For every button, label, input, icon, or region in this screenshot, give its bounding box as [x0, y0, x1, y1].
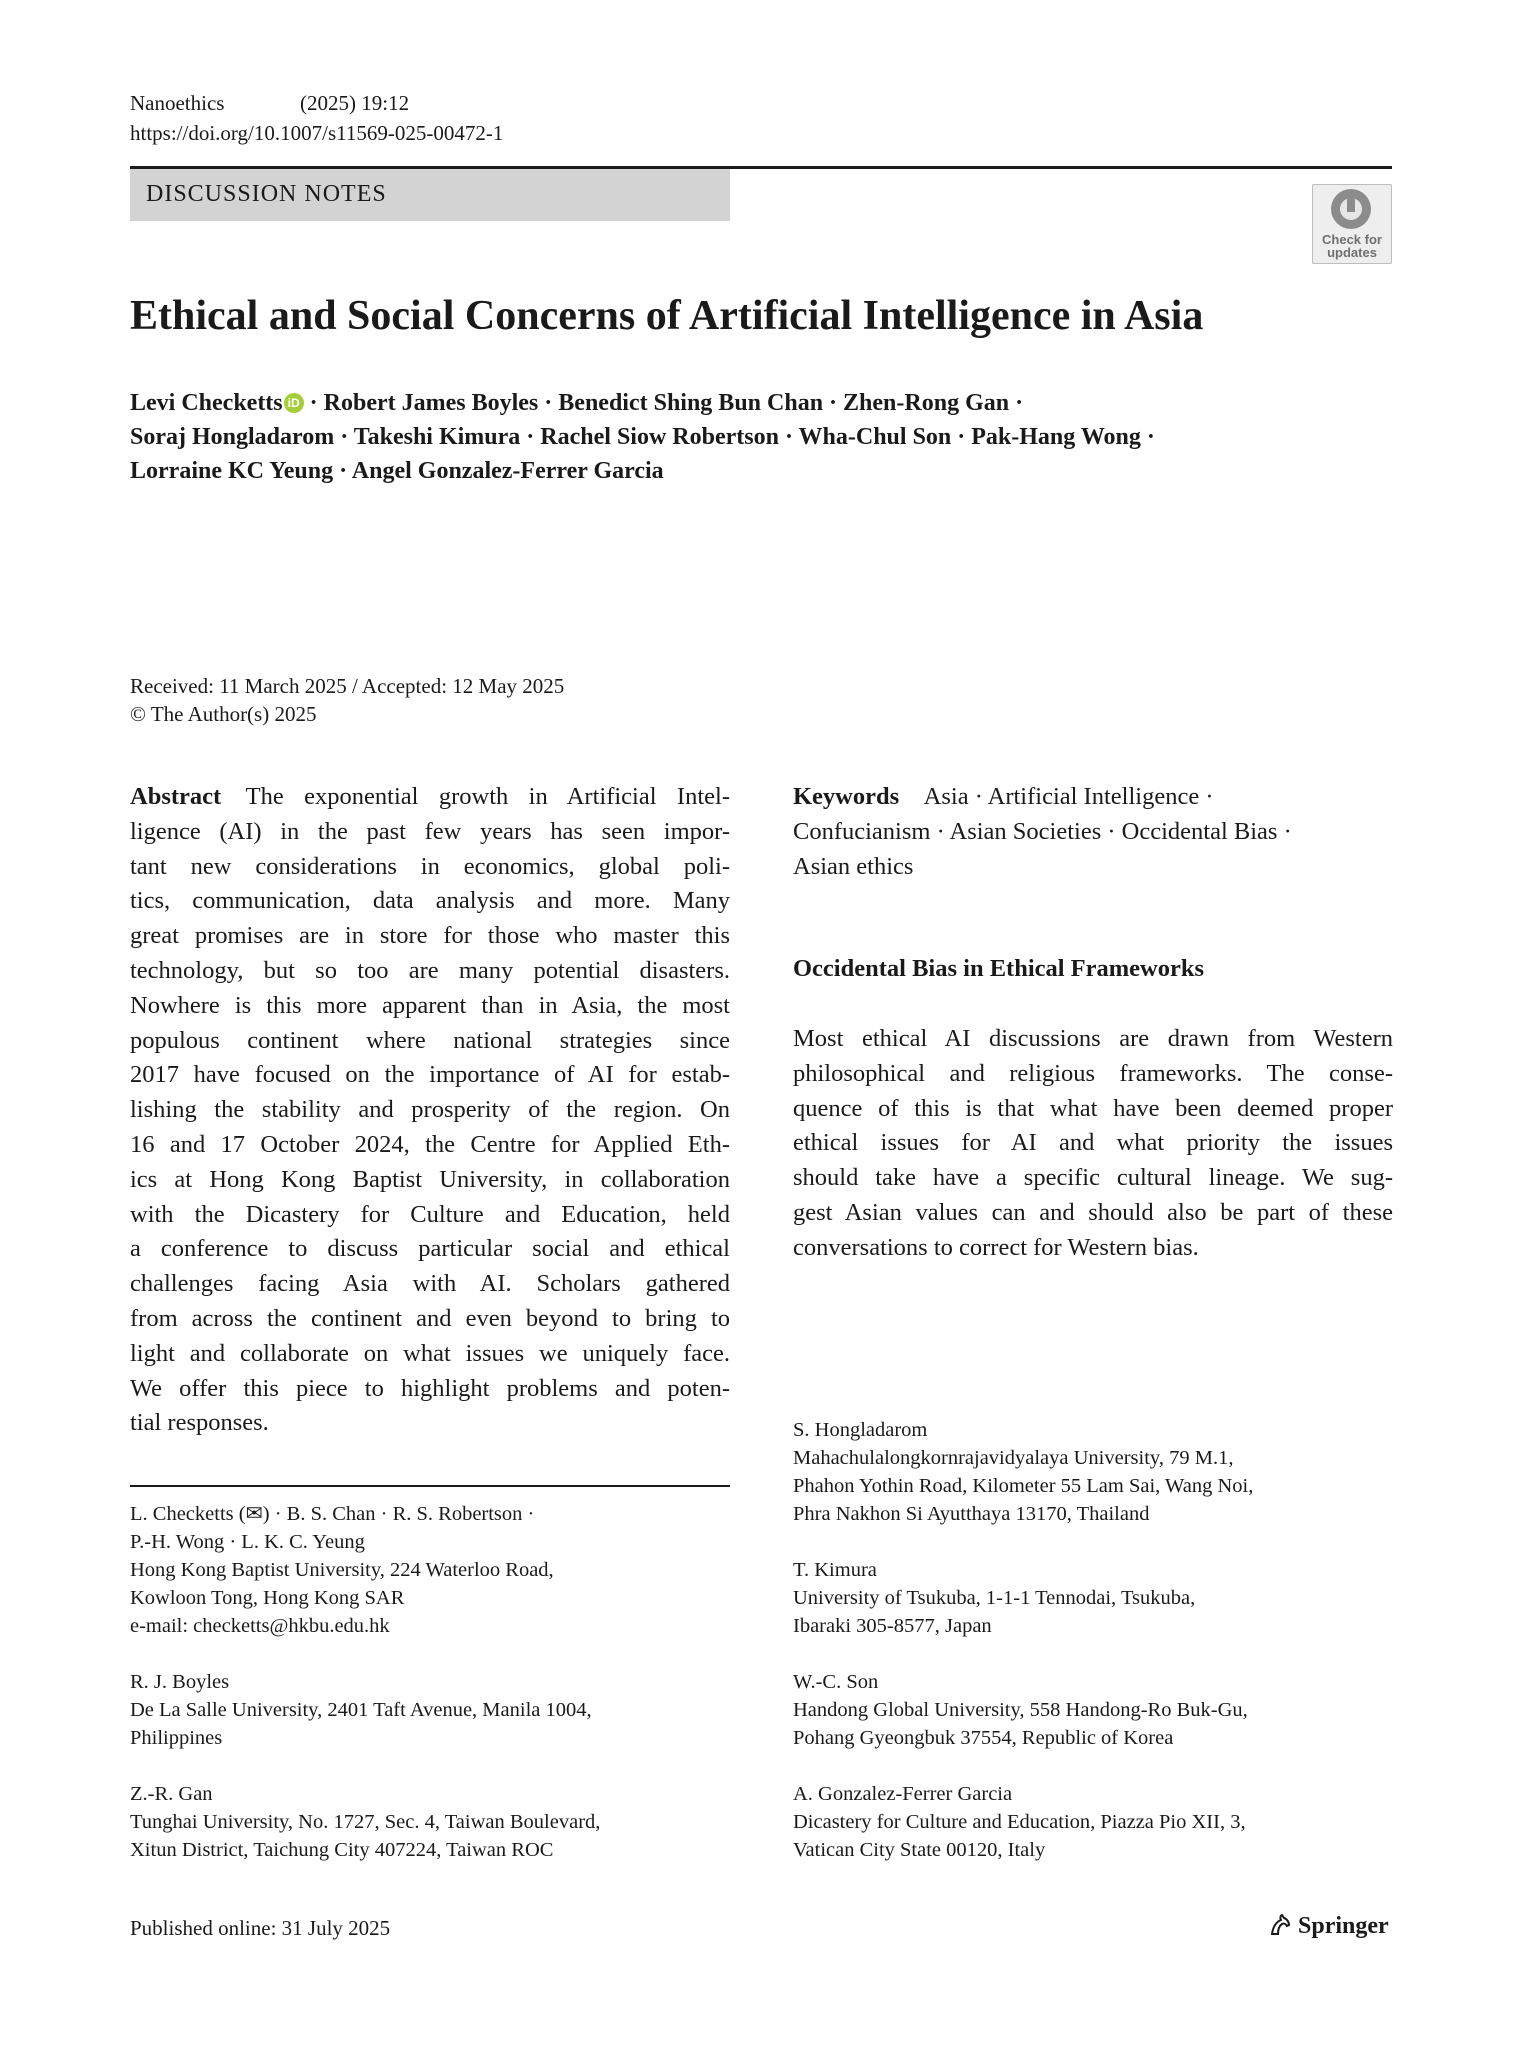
section-line: conversations to correct for Western bias.	[793, 1233, 1199, 1261]
received-accepted: Received: 11 March 2025 / Accepted: 12 May 2025	[130, 674, 565, 698]
affiliation-line: Phahon Yothin Road, Kilometer 55 Lam Sai, Wang Noi,	[793, 1475, 1254, 1497]
section-line: should take have a specific cultural lineage. We sug-	[793, 1164, 1393, 1192]
check-for-updates-icon	[1331, 189, 1371, 229]
affiliation-line: R. J. Boyles	[130, 1671, 230, 1693]
affiliation-line: W.-C. Son	[793, 1671, 879, 1693]
abstract-line: Nowhere is this more apparent than in Asia, the most	[130, 991, 730, 1019]
abstract-line: light and collaborate on what issues we uniquely face.	[130, 1339, 730, 1367]
article-title: Ethical and Social Concerns of Artificial Intelligence in Asia	[130, 293, 1204, 339]
section-label-band	[130, 169, 730, 221]
copyright: © The Author(s) 2025	[130, 702, 317, 726]
abstract-line: tial responses.	[130, 1409, 269, 1437]
abstract-line: Abstract The exponential growth in Artificial Intel-	[130, 783, 730, 810]
section-body	[793, 1022, 1393, 1266]
abstract-line: challenges facing Asia with AI. Scholars gathered	[130, 1270, 730, 1298]
affiliation-line: Handong Global University, 558 Handong-Ro Buk-Gu,	[793, 1699, 1248, 1721]
affiliation-line: Mahachulalongkornrajavidyalaya University, 79 M.1,	[793, 1447, 1234, 1469]
affiliation-line: T. Kimura	[793, 1559, 877, 1581]
abstract-line: from across the continent and even beyond to bring to	[130, 1304, 730, 1332]
affiliation-line: P.-H. Wong · L. K. C. Yeung	[130, 1531, 365, 1553]
section-line: gest Asian values can and should also be part of these	[793, 1198, 1393, 1226]
affiliation-block	[793, 1416, 1253, 1528]
abstract-line: populous continent where national strategies since	[130, 1026, 730, 1054]
affiliation-line: Philippines	[130, 1727, 223, 1749]
abstract-line: technology, but so too are many potential disasters.	[130, 956, 730, 984]
journal-name: Nanoethics	[130, 91, 225, 115]
orcid-icon[interactable]: iD	[284, 393, 304, 413]
affiliation-line: L. Checketts (✉) · B. S. Chan · R. S. Robertson ·	[130, 1503, 535, 1525]
keywords-label: Keywords	[793, 783, 900, 810]
abstract-line: a conference to discuss particular social and ethical	[130, 1235, 730, 1263]
check-updates-line2: updates	[1327, 245, 1377, 260]
keywords-line: Keywords Asia · Artificial Intelligence ·	[793, 783, 1214, 810]
affiliation-block	[130, 1500, 554, 1640]
affiliation-line: Dicastery for Culture and Education, Piazza Pio XII, 3,	[793, 1811, 1246, 1833]
section-line: ethical issues for AI and what priority the issues	[793, 1129, 1393, 1157]
affiliation-line: Pohang Gyeongbuk 37554, Republic of Korea	[793, 1727, 1174, 1749]
abstract-line: We offer this piece to highlight problems and poten-	[130, 1374, 730, 1402]
keywords-line: Asian ethics	[793, 852, 914, 880]
section-line: philosophical and religious frameworks. The conse-	[793, 1059, 1393, 1087]
abstract-line: 2017 have focused on the importance of AI for estab-	[130, 1061, 730, 1089]
affiliation-line: Ibaraki 305-8577, Japan	[793, 1615, 992, 1637]
abstract-line: great promises are in store for those who master this	[130, 922, 730, 950]
affiliation-block	[130, 1668, 592, 1752]
check-for-updates-badge[interactable]	[1312, 184, 1392, 264]
affiliation-line: A. Gonzalez-Ferrer Garcia	[793, 1783, 1013, 1805]
abstract-line: with the Dicastery for Culture and Education, held	[130, 1200, 730, 1228]
abstract-line: ics at Hong Kong Baptist University, in collaboration	[130, 1165, 730, 1193]
affiliation-block	[793, 1556, 1195, 1640]
affiliation-block	[793, 1668, 1248, 1752]
author-line-3: Lorraine KC Yeung · Angel Gonzalez-Ferrer Garcia	[130, 458, 664, 484]
keywords-line: Confucianism · Asian Societies · Occidental Bias ·	[793, 817, 1292, 845]
author-line-2: Soraj Hongladarom · Takeshi Kimura · Rachel Siow Robertson · Wha-Chul Son · Pak-Hang Wong ·	[130, 424, 1155, 450]
affiliation-line: Z.-R. Gan	[130, 1783, 213, 1805]
affiliation-line: Kowloon Tong, Hong Kong SAR	[130, 1587, 405, 1609]
email-link[interactable]: e-mail: checketts@hkbu.edu.hk	[130, 1615, 390, 1637]
affiliation-line: Tunghai University, No. 1727, Sec. 4, Taiwan Boulevard,	[130, 1811, 601, 1833]
affiliation-line: Hong Kong Baptist University, 224 Waterloo Road,	[130, 1559, 554, 1581]
doi-link[interactable]: https://doi.org/10.1007/s11569-025-00472-1	[130, 121, 504, 145]
abstract-line: tant new considerations in economics, global poli-	[130, 852, 730, 880]
author-line-1: · Robert James Boyles · Benedict Shing Bun Chan · Zhen-Rong Gan ·	[303, 390, 1024, 416]
published-online: Published online: 31 July 2025	[130, 1916, 391, 1940]
abstract-line: tics, communication, data analysis and more. Many	[130, 887, 730, 915]
article-dates	[130, 672, 564, 728]
affiliation-line: De La Salle University, 2401 Taft Avenue, Manila 1004,	[130, 1699, 592, 1721]
affiliation-rule	[130, 1485, 730, 1487]
affiliation-line: University of Tsukuba, 1-1-1 Tennodai, Tsukuba,	[793, 1587, 1196, 1609]
abstract-line: lishing the stability and prosperity of the region. On	[130, 1096, 730, 1124]
springer-horse-icon	[1268, 1912, 1294, 1938]
section-label: DISCUSSION NOTES	[146, 181, 387, 207]
publisher-logo	[1268, 1910, 1389, 1942]
abstract-line: ligence (AI) in the past few years has seen impor-	[130, 817, 730, 845]
journal-header	[130, 90, 410, 116]
author-first[interactable]: Levi Checketts	[130, 390, 283, 416]
keywords	[793, 780, 1393, 884]
publisher-name: Springer	[1298, 1913, 1389, 1939]
section-line: Most ethical AI discussions are drawn from Western	[793, 1025, 1393, 1052]
journal-volume: (2025) 19:12	[300, 91, 410, 115]
abstract-label: Abstract	[130, 783, 222, 810]
abstract	[130, 780, 730, 1441]
affiliation-block	[130, 1780, 600, 1864]
author-list	[130, 386, 1392, 488]
affiliation-line: Vatican City State 00120, Italy	[793, 1839, 1046, 1861]
section-heading: Occidental Bias in Ethical Frameworks	[793, 955, 1205, 982]
section-line: quence of this is that what have been deemed proper	[793, 1094, 1393, 1122]
check-updates-line1: Check for	[1322, 232, 1382, 247]
affiliation-line: Xitun District, Taichung City 407224, Taiwan ROC	[130, 1839, 554, 1861]
affiliation-line: S. Hongladarom	[793, 1419, 928, 1441]
affiliation-line: Phra Nakhon Si Ayutthaya 13170, Thailand	[793, 1503, 1150, 1525]
abstract-line: 16 and 17 October 2024, the Centre for Applied Eth-	[130, 1130, 730, 1158]
affiliation-block	[793, 1780, 1246, 1864]
